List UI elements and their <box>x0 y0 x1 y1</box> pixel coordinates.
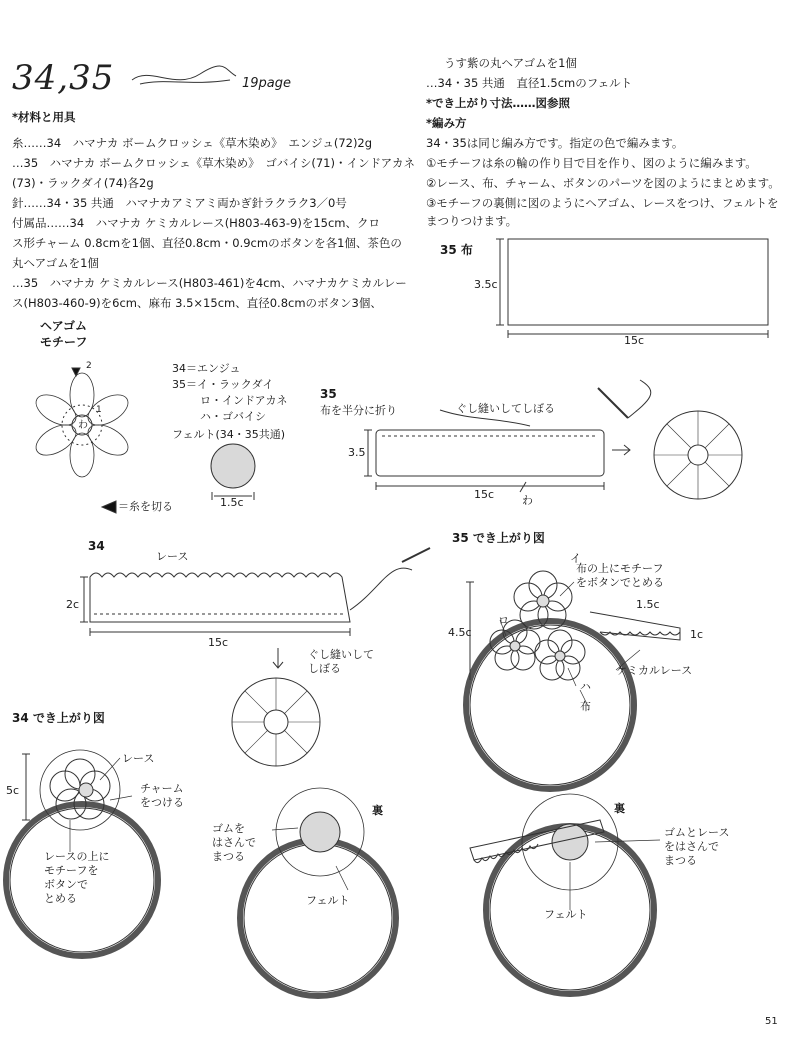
flower-label-ha: ハ <box>580 680 591 693</box>
materials-line: 糸……34 ハマナカ ボームクロッシェ《草木染め》 エンジュ(72)2g <box>12 136 373 150</box>
arrow-down-icon <box>273 648 283 668</box>
title-flourish <box>132 66 236 80</box>
materials-line: (73)・ラックダイ(74)各2g <box>12 176 154 190</box>
fold-label: 布を半分に折り <box>320 404 397 417</box>
rosette-back-34 <box>276 788 364 876</box>
arrow-right-icon <box>612 445 630 455</box>
cloth-rosette <box>654 411 742 499</box>
back-34-note: ゴムを <box>212 822 245 835</box>
lace-num: 34 <box>88 539 105 553</box>
instructions-line: うす紫の丸ヘアゴムを1個 <box>444 56 577 70</box>
back-label-35: 裏 <box>614 802 625 815</box>
back-35-note: ゴムとレース <box>664 826 730 839</box>
legend-arrow-icon <box>102 501 116 513</box>
round-number: 2 <box>86 361 92 371</box>
lace-stitch: しぼる <box>308 662 341 675</box>
needle-icon <box>598 388 628 418</box>
ring-back-34 <box>240 840 396 996</box>
instructions-line: ③モチーフの裏側に図のようにヘアゴム、レースをつけ、フェルトを <box>426 196 779 210</box>
finished-34-note: とめる <box>44 892 77 905</box>
finished-34-title: 34 でき上がり図 <box>12 711 105 725</box>
page-reference: 19page <box>242 76 292 91</box>
fold-num: 35 <box>320 387 337 401</box>
lace-rosette <box>232 678 320 766</box>
cloth-width: 15c <box>624 334 645 347</box>
fold-mark: わ <box>522 494 533 507</box>
lace-label: レース <box>156 550 189 563</box>
materials-line: ス形チャーム 0.8cmを1個、直径0.8cm・0.9cmのボタンを各1個、茶色の <box>12 236 402 250</box>
back-34-note: はさんで <box>212 836 256 849</box>
round-number: 1 <box>96 405 102 415</box>
fold-rect <box>376 430 604 476</box>
fold-height: 3.5 <box>348 446 366 459</box>
cloth-rect <box>508 239 768 325</box>
back-label-34: 裏 <box>372 804 383 817</box>
color-35: ハ・ゴバイシ <box>200 410 266 423</box>
motif-title: モチーフ <box>40 335 88 349</box>
lace-flower-34 <box>40 750 120 830</box>
finished-35-note: をボタンでとめる <box>576 576 664 589</box>
back-34-note: まつる <box>212 850 245 863</box>
cloth-label: 布 <box>580 700 591 713</box>
flower-label-i: イ <box>570 552 581 565</box>
finished-34-note: ボタンで <box>44 878 88 891</box>
instructions-line: *でき上がり寸法……図参照 <box>426 96 571 110</box>
charm-note: チャーム <box>140 782 184 795</box>
instructions-line: まつりつけます。 <box>426 214 518 228</box>
flower-label-ro: ロ <box>498 614 509 627</box>
cut-arrow-icon <box>72 368 80 376</box>
felt-label-34: フェルト <box>306 894 350 907</box>
page-number: 51 <box>765 1016 778 1027</box>
instructions-heading: *編み方 <box>426 116 467 130</box>
color-34: 34＝エンジュ <box>172 362 241 375</box>
page-title: 34,35 <box>12 58 115 98</box>
lace-width: 15c <box>208 636 229 649</box>
fold-stitch: ぐし縫いしてしぼる <box>456 402 555 415</box>
materials-heading: *材料と用具 <box>12 110 76 124</box>
color-35: 35＝イ・ラックダイ <box>172 378 274 391</box>
cloth-title: 35 布 <box>440 243 473 257</box>
instructions-line: ②レース、布、チャーム、ボタンのパーツを図のようにまとめます。 <box>426 176 780 190</box>
lace-stitch: ぐし縫いして <box>308 648 374 661</box>
finished-35-title: 35 でき上がり図 <box>452 531 545 545</box>
charm-note: をつける <box>140 796 184 809</box>
motif-title: ヘアゴム <box>40 319 88 333</box>
finished-34-note: レースの上に <box>44 850 110 863</box>
materials-line: ス(H803-460-9)を6cm、麻布 3.5×15cm、直径0.8cmのボタン3個、 <box>12 296 382 310</box>
felt-circle <box>211 444 255 488</box>
ring-label: わ <box>78 420 88 431</box>
fold-width: 15c <box>474 488 495 501</box>
cloth-height: 3.5c <box>474 278 498 291</box>
felt-label: フェルト(34・35共通) <box>172 428 286 441</box>
instructions-line: ①モチーフは糸の輪の作り目で目を作り、図のように編みます。 <box>426 156 757 170</box>
felt-size: 1.5c <box>220 496 244 509</box>
lace-label-34: レース <box>122 752 155 765</box>
materials-line: 付属品……34 ハマナカ ケミカルレース(H803-463-9)を15cm、クロ <box>12 216 380 230</box>
felt-label-35: フェルト <box>544 908 588 921</box>
color-35: ロ・インドアカネ <box>200 394 288 407</box>
lace-strip <box>90 573 350 622</box>
finished-35-note: 布の上にモチーフ <box>576 562 664 575</box>
dim-1-5: 1.5c <box>636 598 660 611</box>
instructions-line: 34・35は同じ編み方です。指定の色で編みます。 <box>426 136 684 150</box>
chemical-lace-label: ケミカルレース <box>616 664 693 677</box>
flower-ha <box>535 630 585 680</box>
materials-line: 丸ヘアゴムを1個 <box>12 256 99 270</box>
back-35-note: まつる <box>664 854 697 867</box>
lace-height: 2c <box>66 598 80 611</box>
materials-line: 針……34・35 共通 ハマナカアミアミ両かぎ針ラクラク3／0号 <box>12 196 347 210</box>
cut-legend: ＝糸を切る <box>118 500 173 513</box>
back-35-note: をはさんで <box>664 840 719 853</box>
materials-line: …35 ハマナカ ボームクロッシェ《草木染め》 ゴバイシ(71)・インドアカネ <box>12 156 415 170</box>
dim-5: 5c <box>6 784 20 797</box>
dim-4-5: 4.5c <box>448 626 472 639</box>
finished-34-note: モチーフを <box>44 864 99 877</box>
dim-1: 1c <box>690 628 704 641</box>
instructions-line: …34・35 共通 直径1.5cmのフェルト <box>426 76 633 90</box>
materials-line: …35 ハマナカ ケミカルレース(H803-461)を4cm、ハマナカケミカルレー <box>12 276 407 290</box>
